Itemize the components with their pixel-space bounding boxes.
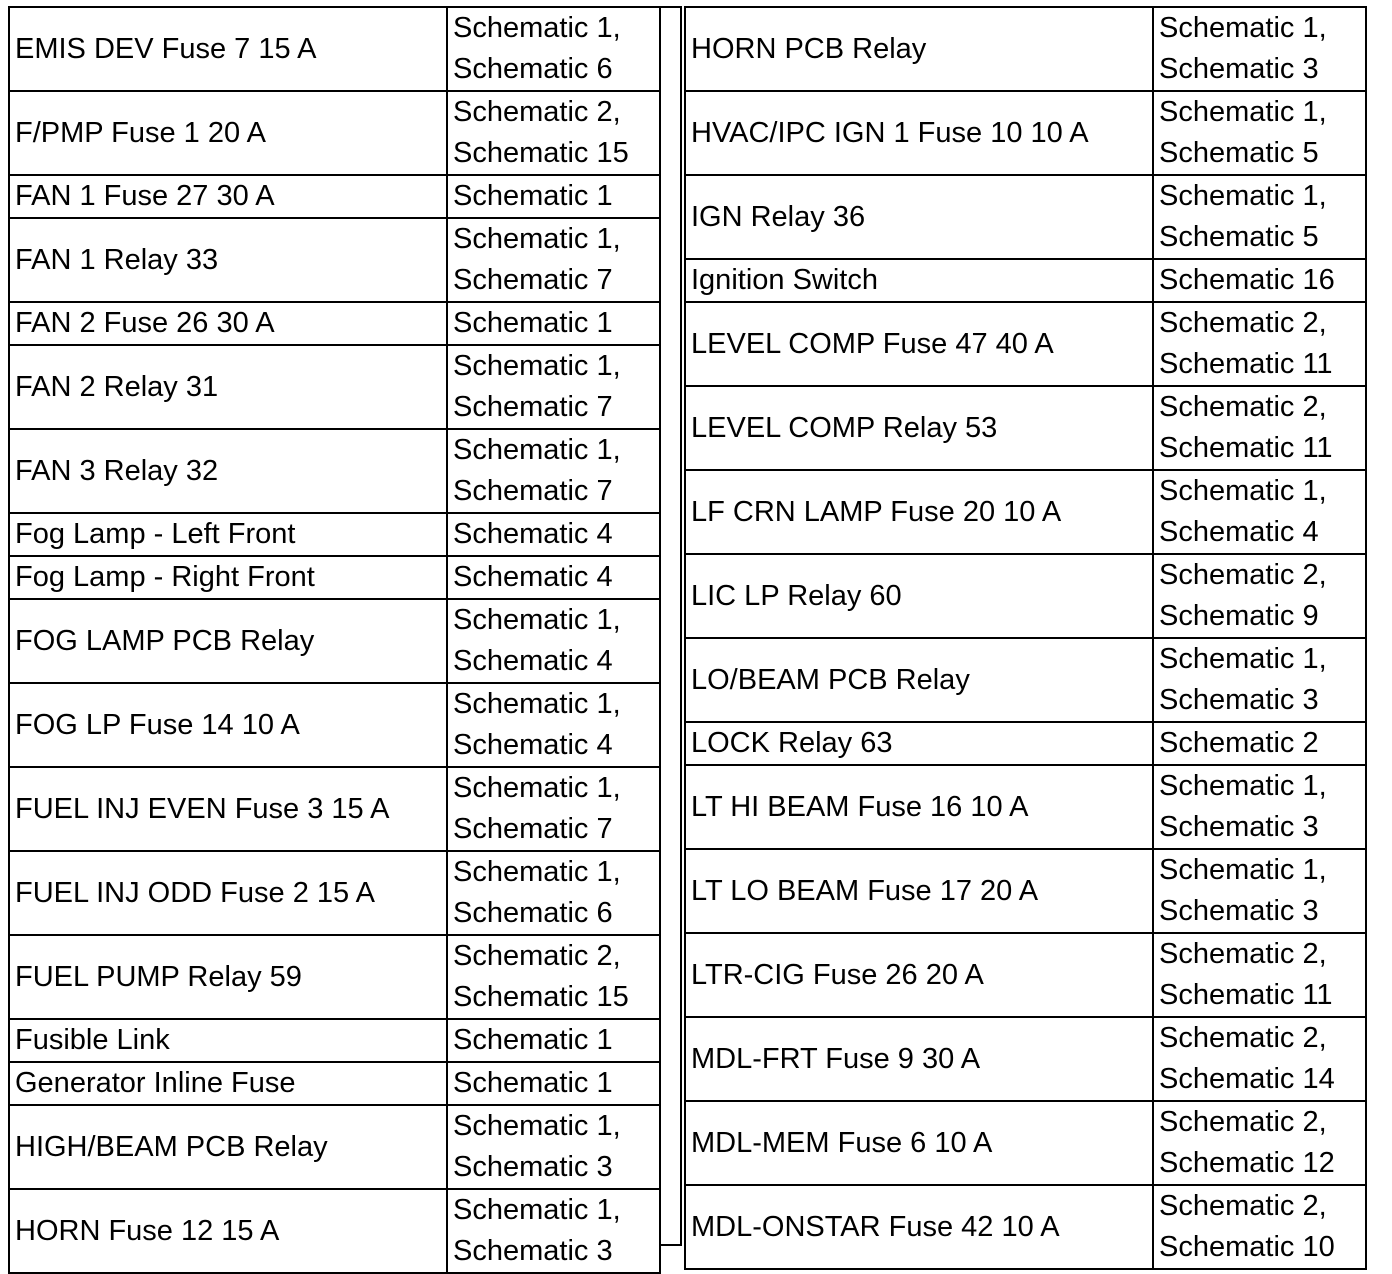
schematic-location-cell (447, 683, 660, 767)
schematic-location-cell (447, 345, 660, 429)
left-table-row (9, 429, 660, 513)
schematic-reference: Schematic 3 (1159, 811, 1319, 843)
component-name-cell: LTR-CIG Fuse 26 20 A (685, 933, 1153, 1017)
schematic-reference: Schematic 2 (1159, 727, 1319, 759)
left-table-row (9, 345, 660, 429)
schematic-location-cell (447, 429, 660, 513)
component-name-cell: LOCK Relay 63 (685, 722, 1153, 765)
schematic-location-cell (447, 1019, 660, 1062)
left-table-row (9, 851, 660, 935)
right-table-row (685, 470, 1366, 554)
schematic-location-cell (1153, 638, 1366, 722)
schematic-reference: Schematic 2, (1159, 1190, 1327, 1222)
right-component-table (684, 6, 1367, 1270)
schematic-location-cell (1153, 386, 1366, 470)
schematic-reference: Schematic 1, (1159, 643, 1327, 675)
schematic-reference: Schematic 1, (1159, 12, 1327, 44)
schematic-reference: Schematic 1 (453, 1067, 613, 1099)
right-table-row (685, 259, 1366, 302)
component-name-cell: LO/BEAM PCB Relay (685, 638, 1153, 722)
schematic-location-cell (1153, 302, 1366, 386)
schematic-reference: Schematic 2, (1159, 938, 1327, 970)
schematic-reference: Schematic 1, (453, 688, 621, 720)
component-name-cell: FOG LP Fuse 14 10 A (9, 683, 447, 767)
component-name-cell: LT HI BEAM Fuse 16 10 A (685, 765, 1153, 849)
right-table-row (685, 175, 1366, 259)
schematic-location-cell (1153, 91, 1366, 175)
right-table-row (685, 933, 1366, 1017)
schematic-reference: Schematic 4 (1159, 516, 1319, 548)
component-name-cell: HVAC/IPC IGN 1 Fuse 10 10 A (685, 91, 1153, 175)
schematic-reference: Schematic 6 (453, 53, 613, 85)
schematic-location-cell (1153, 1101, 1366, 1185)
component-name-cell: FAN 2 Relay 31 (9, 345, 447, 429)
component-name-cell: HORN Fuse 12 15 A (9, 1189, 447, 1273)
left-table-row (9, 1019, 660, 1062)
schematic-reference: Schematic 4 (453, 729, 613, 761)
schematic-reference: Schematic 1, (1159, 475, 1327, 507)
component-name-cell: IGN Relay 36 (685, 175, 1153, 259)
component-name-cell: HORN PCB Relay (685, 7, 1153, 91)
schematic-location-cell (447, 302, 660, 345)
schematic-location-cell (447, 556, 660, 599)
left-component-table (8, 6, 661, 1274)
left-table-row (9, 556, 660, 599)
schematic-reference: Schematic 5 (1159, 221, 1319, 253)
left-table-row (9, 175, 660, 218)
component-name-cell: MDL-MEM Fuse 6 10 A (685, 1101, 1153, 1185)
schematic-location-cell (447, 1062, 660, 1105)
schematic-location-cell (1153, 554, 1366, 638)
schematic-location-cell (447, 175, 660, 218)
schematic-location-cell (1153, 470, 1366, 554)
schematic-location-cell (447, 7, 660, 91)
schematic-location-cell (447, 851, 660, 935)
schematic-reference: Schematic 4 (453, 561, 613, 593)
schematic-location-cell (1153, 1017, 1366, 1101)
component-name-cell: FOG LAMP PCB Relay (9, 599, 447, 683)
component-name-cell: LF CRN LAMP Fuse 20 10 A (685, 470, 1153, 554)
schematic-location-cell (1153, 933, 1366, 1017)
schematic-reference: Schematic 11 (1159, 348, 1333, 380)
left-table-row (9, 599, 660, 683)
left-table-row (9, 683, 660, 767)
schematic-reference: Schematic 1, (453, 434, 621, 466)
schematic-reference: Schematic 7 (453, 391, 613, 423)
schematic-reference: Schematic 1, (1159, 96, 1327, 128)
left-table-row (9, 91, 660, 175)
schematic-reference: Schematic 1 (453, 1024, 613, 1056)
right-table-row (685, 1185, 1366, 1269)
component-name-cell: LIC LP Relay 60 (685, 554, 1153, 638)
schematic-location-cell (447, 513, 660, 556)
schematic-location-cell (447, 767, 660, 851)
right-table-row (685, 765, 1366, 849)
schematic-reference: Schematic 1, (453, 856, 621, 888)
schematic-reference: Schematic 14 (1159, 1063, 1335, 1095)
schematic-reference: Schematic 3 (1159, 684, 1319, 716)
schematic-reference: Schematic 1, (1159, 180, 1327, 212)
left-table-row (9, 1189, 660, 1273)
schematic-location-cell (447, 91, 660, 175)
right-table-row (685, 91, 1366, 175)
component-name-cell: F/PMP Fuse 1 20 A (9, 91, 447, 175)
component-name-cell: FUEL PUMP Relay 59 (9, 935, 447, 1019)
component-name-cell: FAN 3 Relay 32 (9, 429, 447, 513)
schematic-reference: Schematic 3 (453, 1151, 613, 1183)
schematic-reference: Schematic 1 (453, 307, 613, 339)
component-name-cell: FAN 1 Relay 33 (9, 218, 447, 302)
right-table-row (685, 554, 1366, 638)
schematic-reference: Schematic 7 (453, 264, 613, 296)
left-table-row (9, 7, 660, 91)
schematic-reference: Schematic 1, (1159, 854, 1327, 886)
schematic-location-cell (1153, 175, 1366, 259)
schematic-reference: Schematic 2, (453, 96, 621, 128)
schematic-reference: Schematic 1, (453, 604, 621, 636)
left-table-row (9, 1062, 660, 1105)
schematic-reference: Schematic 2, (453, 940, 621, 972)
component-name-cell: HIGH/BEAM PCB Relay (9, 1105, 447, 1189)
component-name-cell: Fog Lamp - Right Front (9, 556, 447, 599)
schematic-reference: Schematic 15 (453, 137, 629, 169)
schematic-reference: Schematic 10 (1159, 1231, 1335, 1263)
component-name-cell: Ignition Switch (685, 259, 1153, 302)
schematic-location-cell (447, 599, 660, 683)
right-table-row (685, 849, 1366, 933)
schematic-location-cell (447, 218, 660, 302)
schematic-location-cell (1153, 765, 1366, 849)
left-table-row (9, 935, 660, 1019)
schematic-reference: Schematic 4 (453, 518, 613, 550)
right-table-row (685, 638, 1366, 722)
component-name-cell: EMIS DEV Fuse 7 15 A (9, 7, 447, 91)
left-table-row (9, 767, 660, 851)
schematic-reference: Schematic 1, (453, 12, 621, 44)
schematic-reference: Schematic 4 (453, 645, 613, 677)
schematic-reference: Schematic 2, (1159, 1022, 1327, 1054)
component-name-cell: Generator Inline Fuse (9, 1062, 447, 1105)
schematic-reference: Schematic 1, (453, 772, 621, 804)
component-name-cell: FAN 1 Fuse 27 30 A (9, 175, 447, 218)
left-table-row (9, 302, 660, 345)
schematic-location-cell (1153, 1185, 1366, 1269)
left-table-row (9, 218, 660, 302)
schematic-reference: Schematic 1, (453, 1194, 621, 1226)
schematic-reference: Schematic 7 (453, 475, 613, 507)
component-name-cell: MDL-ONSTAR Fuse 42 10 A (685, 1185, 1153, 1269)
right-table-row (685, 1101, 1366, 1185)
schematic-location-cell (1153, 849, 1366, 933)
component-name-cell: LEVEL COMP Fuse 47 40 A (685, 302, 1153, 386)
schematic-reference: Schematic 12 (1159, 1147, 1335, 1179)
component-name-cell: LEVEL COMP Relay 53 (685, 386, 1153, 470)
component-name-cell: LT LO BEAM Fuse 17 20 A (685, 849, 1153, 933)
component-name-cell: FUEL INJ ODD Fuse 2 15 A (9, 851, 447, 935)
schematic-reference: Schematic 1, (453, 223, 621, 255)
schematic-reference: Schematic 6 (453, 897, 613, 929)
left-table-row (9, 1105, 660, 1189)
component-name-cell: Fog Lamp - Left Front (9, 513, 447, 556)
schematic-reference: Schematic 2, (1159, 559, 1327, 591)
right-table-row (685, 302, 1366, 386)
schematic-location-cell (1153, 722, 1366, 765)
right-table-row (685, 386, 1366, 470)
schematic-reference: Schematic 1, (453, 1110, 621, 1142)
schematic-location-cell (447, 935, 660, 1019)
schematic-reference: Schematic 3 (453, 1235, 613, 1267)
schematic-reference: Schematic 11 (1159, 979, 1333, 1011)
schematic-reference: Schematic 7 (453, 813, 613, 845)
component-name-cell: MDL-FRT Fuse 9 30 A (685, 1017, 1153, 1101)
right-table-row (685, 722, 1366, 765)
schematic-reference: Schematic 15 (453, 981, 629, 1013)
schematic-reference: Schematic 9 (1159, 600, 1319, 632)
schematic-location-cell (1153, 259, 1366, 302)
column-separator (659, 6, 682, 1246)
schematic-reference: Schematic 1, (453, 350, 621, 382)
schematic-reference: Schematic 2, (1159, 1106, 1327, 1138)
right-table-row (685, 7, 1366, 91)
component-name-cell: Fusible Link (9, 1019, 447, 1062)
schematic-reference: Schematic 2, (1159, 307, 1327, 339)
component-name-cell: FUEL INJ EVEN Fuse 3 15 A (9, 767, 447, 851)
schematic-reference: Schematic 5 (1159, 137, 1319, 169)
right-table-row (685, 1017, 1366, 1101)
schematic-location-cell (1153, 7, 1366, 91)
schematic-location-cell (447, 1105, 660, 1189)
schematic-location-cell (447, 1189, 660, 1273)
schematic-reference: Schematic 11 (1159, 432, 1333, 464)
schematic-reference: Schematic 16 (1159, 264, 1335, 296)
schematic-reference: Schematic 3 (1159, 53, 1319, 85)
schematic-reference: Schematic 1 (453, 180, 613, 212)
schematic-reference: Schematic 3 (1159, 895, 1319, 927)
schematic-reference: Schematic 2, (1159, 391, 1327, 423)
schematic-reference: Schematic 1, (1159, 770, 1327, 802)
component-name-cell: FAN 2 Fuse 26 30 A (9, 302, 447, 345)
left-table-row (9, 513, 660, 556)
